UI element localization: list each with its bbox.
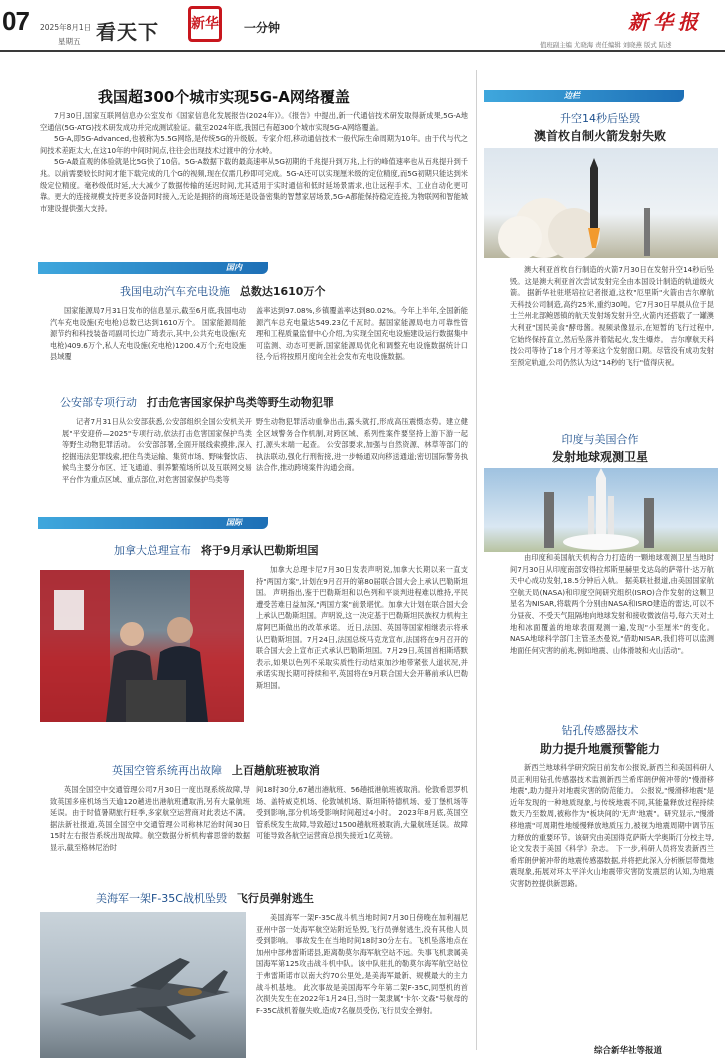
issue-date: 2025年8月1日 [40,23,92,32]
canada-body: 加拿大总理卡尼7月30日发表声明说,加拿大长期以来一直支持"两国方案",计划在9月召开的第80届联合国大会上承认巴勒斯坦国。 声明指出,鉴于巴勒斯坦和以色列和平谈判进程难以维持,平民遭受苦难日益加深,"两国方案"前景堪忧。加拿大计划在联合国大会上承认巴勒斯坦国。声明说,这一决定基于巴勒斯坦民族权力机构主席阿巴斯做出的改革承诺。 近日,法国、英国等国家相继表示将承认巴勒斯坦国。7月24日,法国总统马克龙宣布,法国将在9月召开的联合国大会上宣布正式承认巴勒斯坦国。7月29日,英国首相斯塔默表示,如果以色列不采取实质性行动结束加沙地带紧张人道状况,并承诺实现长期可持续和平,英国将在9月联合国大会开幕前承认巴勒斯坦国。 [256,565,468,690]
lead-paragraph: 7月30日,国家互联网信息办公室发布《国家信息化发展报告(2024年)》。《报告》中提出,新一代通信技术研发取得新成果,5G-A地空通信(5G-ATG)技术研发成功并完成测试验证。截至2024年底,我国已有超300个城市实现5G-A网络覆盖。 [40,111,468,132]
quake-headline-1: 钻孔传感器技术 [561,724,639,737]
police-col2: 野生动物犯罪活动重拳出击,露头就打,形成高压震慑态势。建立健全区域警务合作机制,对跨区域、系列性案件要坚持上游下游一起打,源头末端一起查。 公安部要求,加强与自然资源、林草等部门的执法联动,强化行刑衔接,进一步畅通双向移送通道;密切国际警务执法合作,推动跨境案件沟通会商。 [256,417,468,473]
police-headline-left: 公安部专项行动 [60,396,137,409]
police-headline-right: 打击危害国家保护鸟类等野生动物犯罪 [146,396,334,409]
page-number: 07 [2,6,29,36]
newspaper-logo: 新 华 报 [628,10,697,34]
section-title: 看天下 [96,20,159,44]
header-rule [0,50,725,52]
section-seal-logo: 新华 [188,6,222,42]
canada-photo [40,570,244,722]
rocket-body: 澳大利亚首枚自行制造的火箭7月30日在发射升空14秒后坠毁。这是澳大利亚首次尝试发射完全由本国设计制造的轨道级火箭。 据新华社驻堪培拉记者报道,这枚"厄里斯"火箭由吉尔摩航天科技公司制造,高约25米,重约30吨。它7月30日早晨从位于昆士兰州北部鲍恩镇的航天发射场发射升空,火箭内还搭载了一罐澳大利亚"国民美食"酵母酱。视频录像显示,在短暂的飞行过程中,它始终保持直立,然后坠落并着陆起火,发生爆炸。 吉尔摩航天科技公司等待了18个月才等来这个发射窗口期。尽管没有成功发射至预定轨道,公司仍然认为这"14秒的飞行"值得庆祝。 [510,265,714,367]
india-body: 由印度和美国航天机构合力打造的一颗地球观测卫星当地时间7月30日从印度南部安得拉邦斯里赫里戈达岛的萨蒂什·达万航天中心成功发射,18.5分钟后入轨。 据美联社报道,由美国国家航空航天局(NASA)和印度空间研究组织(ISRO)合作发射的这颗卫星名为NISAR,将载两个分别由NASA和ISRO建造的雷达,可以不分昼夜、不受天气阻隔地向地球发射和接收微波信号,每六天对土地和冰面覆盖的地球表面观测一遍,发现"小至厘米"的变化。 NASA地球科学部门主管圣杰曼说,"借助NISAR,我们将可以监测地面任何灾害的前兆,例如地震、山体滑坡和火山活动"。 [510,553,714,655]
lead-headline: 我国超300个城市实现5G-A网络覆盖 [98,88,350,106]
tag-domestic: 国内 [226,263,242,272]
rocket-photo-illustration [484,148,718,258]
rocket-photo [484,148,718,258]
issue-weekday: 星期五 [58,37,81,46]
canada-photo-illustration [40,570,244,722]
ev-headline-right: 总数达1610万个 [239,285,326,298]
uk-col1: 英国全国空中交通管理公司7月30日一度出现系统故障,导致英国多座机场当天逾120趟进出港航班遭取消,另有大量航班延误。由于时值暑期旅行旺季,多家航空运营商对此表达不满。 据法新社报道,英国全国空中交通管理公司称林尼治时间30日15时左右报告系统出现故障。航空数据分析机构睿思誉的数据显示,截至格林尼治时 [50,785,250,852]
india-headline-1: 印度与美国合作 [561,433,639,446]
section-subtitle: 一分钟 [244,21,281,35]
sidebar-divider [476,70,477,1050]
uk-headline-left: 英国空管系统再出故障 [112,764,222,777]
rocket-headline-2: 澳首枚自制火箭发射失败 [533,129,666,143]
quake-body: 新西兰地球科学研究院日前发布公报说,新西兰和美国科研人员正利用钻孔传感器技术监测新西兰希库朗伊俯冲带的"慢滑移地震",助力提升对地震灾害的防范能力。 公报说,"慢滑移地震"是近年发现的一种地质现象,与传统地震不同,其能量释放过程持续数天乃至数周,被称作为"板块间的'无声'地震"。研究显示,"慢滑移地震"可周期性地缓慢释放地质压力,被视为地震周期中调节压力释放的重要环节。该研究由美国得克萨斯大学奥斯汀分校主导,论文发表于美国《科学》杂志。 下一步,科研人员将发表新西兰希库朗伊俯冲带的地震传感器数据,并将把此深入分析断层带微地震现象,拓展对环太平洋火山地震带灾害防发震层的认知,为地震灾害防控提供新思路。 [510,763,714,888]
tag-international: 国际 [226,518,242,527]
canada-headline [114,542,319,558]
tag-border-bar [484,90,684,102]
f35-headline-left: 美海军一架F-35C战机坠毁 [96,892,227,905]
f35-photo-illustration [40,912,246,1058]
india-photo-illustration [484,468,718,552]
uk-headline-right: 上百趟航班被取消 [231,764,320,777]
canada-headline-right: 将于9月承认巴勒斯坦国 [200,544,319,557]
lead-paragraph: 5G-A,即5G-Advanced,也被称为5.5G网络,是传统5G的升级版。专家介绍,移动通信技术一般代际生命周期为10年。由于代与代之间技术差距太大,在这10年的中间时间点,往往会出现技术过渡中的分水岭。 [40,134,468,155]
lead-body [40,110,468,274]
tag-border: 边栏 [564,91,580,100]
quake-headline-2: 助力提升地震预警能力 [539,742,660,756]
footer-credit: 综合新华社等报道 [594,1046,663,1056]
ev-headline-left: 我国电动汽车充电设施 [120,285,230,298]
uk-col2: 间18时30分,67趟出港航班、56趟抵港航班被取消。伦敦希思罗机场、盖特威克机场、伦敦城机场、斯坦斯特德机场、爱丁堡机场等受到影响,部分机场受影响时间超过4小时。 2023年8月底,英国空管系统发生故障,导致超过1500趟航班被取消,大量航班延误。故障可能导致各航空运营商总损失接近1亿英镑。 [256,785,468,841]
f35-body: 美国海军一架F-35C战斗机当地时间7月30日傍晚在加利福尼亚州中部一处海军航空站附近坠毁,飞行员弹射逃生,没有其他人员受到影响。 事故发生在当地时间18时30分左右。飞机坠落地点在加州中部弗雷斯诺县,距离勒莫尔海军航空站不远。失事飞机隶属美国海军第125攻击战斗机中队。该中队驻扎的勒莫尔海军航空站位于弗雷斯诺市以南大约70公里处,是美海军最新、规模最大的主力战斗机基地。 此次事故是美国海军今年第二架F-35C,同型机的首次损失发生在2022年1月24日,当时一架隶属"卡尔·文森"号航母的F-35C战机着舰失败,造成7名舰员受伤,飞行员安全弹射。 [256,913,468,1015]
police-headline [60,394,334,410]
police-col1: 记者7月31日从公安部获悉,公安部组织全国公安机关开展"平安迎侨—2025"专项行动,依法打击危害国家保护鸟类等野生动物犯罪活动。 公安部部署,全面开展线索摸排,深入挖掘违法犯罪线索,把住鸟类运输、集贸市场、野味餐饮店、候鸟主要分布区、迁飞通道、驯养繁殖场所以及互联网交易平台作为重点区域、重点部位,对危害国家保护鸟类等 [62,417,252,484]
india-photo [484,468,718,552]
canada-headline-left: 加拿大总理宣布 [114,544,191,557]
f35-headline [96,890,314,906]
ev-headline [120,283,325,299]
editor-line: 值班副主编 尤晓海 责任编辑 刘晓燕 版式 陆述 [540,41,672,49]
uk-headline [112,762,320,778]
rocket-headline-1: 升空14秒后坠毁 [560,112,640,125]
india-headline-2: 发射地球观测卫星 [551,450,648,464]
f35-headline-right: 飞行员弹射逃生 [236,892,314,905]
ev-col1: 国家能源局7月31日发布的信息显示,截至6月底,我国电动汽车充电设施(充电枪)总数已达到1610万个。 国家能源局能源节约和科技装备司副司长边广琦表示,其中,公共充电设施(充电枪)409.6万个,私人充电设施(充电枪)1200.4万个;充电设施县域覆 [50,306,246,362]
f35-photo [40,912,246,1058]
lead-paragraph: 5G-A最直观的体验就是比5G快了10倍。5G-A数据下载的最高速率从5G初期的千兆提升到万兆,上行的峰值速率也从百兆提升到千兆。以前需要较长时间才能下载完成的几个G的视频,现在仅需几秒即可完成。5G-A还可以实现厘米级的定位精度,而5G初期只能达到米级定位精度。毫秒级低时延,大大减少了数据传输的延迟时间,尤其适用于实时通信和低时延场景需求,也让远程手术、工业自动化更可靠。更大的连接规模支持更多设备同时接入,无论是拥挤的商场还是设备密集的智慧家居场景,5G-A都能保持稳定连接,为物联网和智能城市建设提供强大支持。 [40,157,468,213]
ev-col2: 盖率达到97.08%,乡镇覆盖率达到80.02%。今年上半年,全国新能源汽车总充电量达549.23亿千瓦时。据国家能源局电力可靠性管理和工程质量监督中心介绍,为实现全国充电设施建设运行数据集中可监测、动态可更新,国家能源局优化和调整充电设施数据统计口径,今后将按照月度向全社会发布充电设施数据。 [256,306,468,362]
